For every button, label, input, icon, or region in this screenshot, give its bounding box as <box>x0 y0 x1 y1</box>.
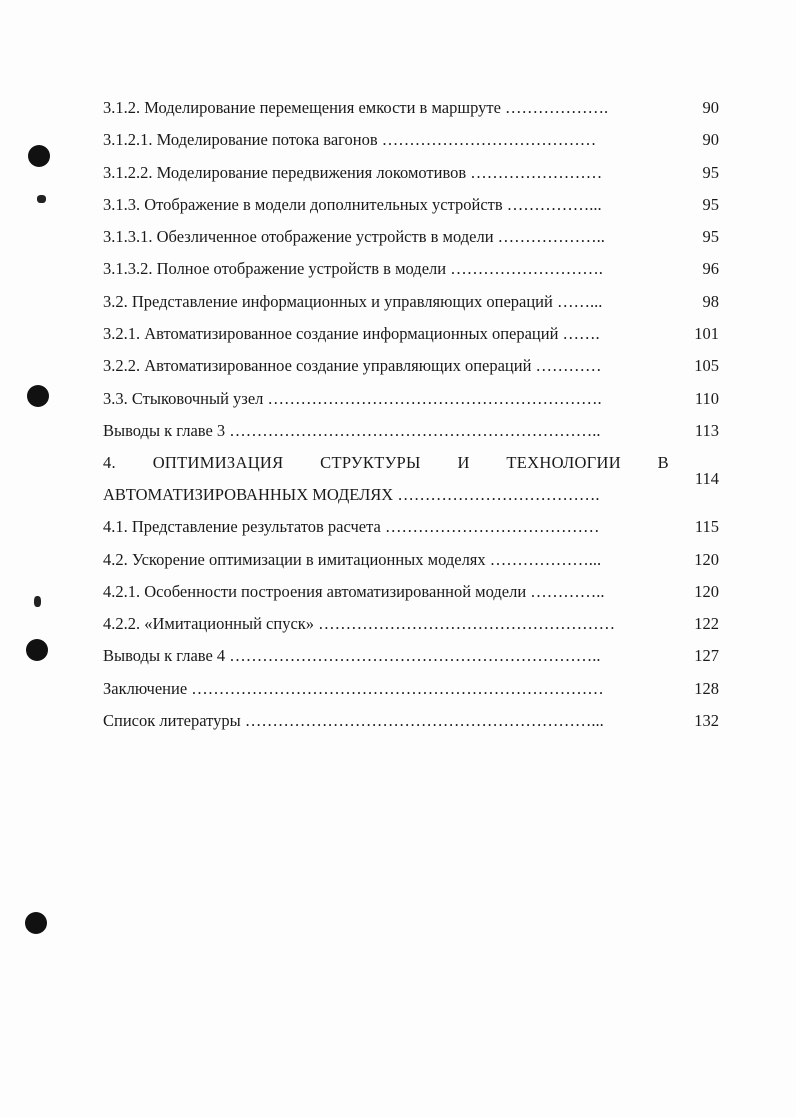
chapter-4-word: 4. <box>103 453 116 473</box>
toc-entry-page: 90 <box>702 98 719 117</box>
punch-hole-2 <box>27 385 49 407</box>
toc-entry[interactable] <box>103 608 723 640</box>
toc-chapter-4-entry[interactable] <box>103 447 723 511</box>
toc-entry[interactable] <box>103 511 723 543</box>
toc-entry-title: Заключение ………………………………………………………………… <box>103 678 604 698</box>
punch-hole-1 <box>28 145 50 167</box>
punch-hole-3 <box>26 639 48 661</box>
toc-entry-page: 127 <box>694 646 719 666</box>
toc-entry-title: 3.1.3.2. Полное отображение устройств в модели ………………………. <box>103 259 603 279</box>
toc-entry[interactable] <box>103 92 723 124</box>
toc-entry-page: 132 <box>694 711 719 731</box>
toc-entry-title: 3.1.2.2. Моделирование передвижения локомотивов …………………… <box>103 162 603 182</box>
toc-entry-page: 98 <box>702 291 719 311</box>
chapter-4-word: ТЕХНОЛОГИИ <box>506 453 621 473</box>
toc-entry[interactable] <box>103 576 723 608</box>
toc-entry[interactable] <box>103 673 723 705</box>
toc-entry[interactable] <box>103 640 723 672</box>
toc-entry-title: 4.2.1. Особенности построения автоматизированной модели ………….. <box>103 581 605 601</box>
toc-entry[interactable] <box>103 544 723 576</box>
toc-entry-page: 128 <box>694 678 719 698</box>
toc-entry-title: 3.3. Стыковочный узел ……………………………………………………. <box>103 388 602 408</box>
toc-entry[interactable] <box>103 286 723 318</box>
toc-entry[interactable] <box>103 415 723 447</box>
toc-entry-page: 96 <box>702 259 719 279</box>
toc-entry-title: Выводы к главе 3 ………………………………………………………….. <box>103 420 601 440</box>
chapter-4-word: В <box>657 453 669 473</box>
toc-entry[interactable] <box>103 157 723 189</box>
toc-entry[interactable] <box>103 189 723 221</box>
toc-entry-title: 3.1.3.1. Обезличенное отображение устройств в модели ……………….. <box>103 227 605 247</box>
chapter-4-title-line-2: АВТОМАТИЗИРОВАННЫХ МОДЕЛЯХ ………………………………. <box>103 485 600 505</box>
toc-entry-title: 3.1.3. Отображение в модели дополнительных устройств ……………... <box>103 194 602 214</box>
chapter-4-word: ОПТИМИЗАЦИЯ <box>152 453 284 473</box>
toc-entry-page: 114 <box>694 469 719 489</box>
toc-entry-page: 95 <box>702 162 719 182</box>
toc-entry-page: 115 <box>694 517 719 537</box>
toc-entry[interactable] <box>103 318 723 350</box>
toc-entry-page: 113 <box>694 420 719 440</box>
toc-entry-title: 3.1.2. Моделирование перемещения емкости в маршруте ………………. <box>103 98 609 117</box>
toc-entry-page: 90 <box>702 130 719 150</box>
punch-hole-4 <box>25 912 47 934</box>
toc-entry-title: 3.1.2.1. Моделирование потока вагонов ………………………………… <box>103 130 597 150</box>
toc-entry-title: 4.2. Ускорение оптимизации в имитационных моделях ………………... <box>103 549 602 569</box>
chapter-4-word: И <box>457 453 470 473</box>
toc-entry-title: Список литературы ………………………………………………………... <box>103 711 604 731</box>
toc-entry-page: 110 <box>694 388 719 408</box>
toc-entry-title: 3.2. Представление информационных и управляющих операций ……... <box>103 291 603 311</box>
chapter-4-title-line-1 <box>103 447 669 479</box>
toc-entry[interactable] <box>103 221 723 253</box>
toc-entry[interactable] <box>103 253 723 285</box>
toc-entry-page: 105 <box>694 356 719 376</box>
toc-entry-title: 3.2.2. Автоматизированное создание управляющих операций ………… <box>103 356 602 376</box>
toc-entry[interactable] <box>103 350 723 382</box>
toc-entry-page: 95 <box>702 194 719 214</box>
scan-speck-1 <box>37 195 46 203</box>
table-of-contents <box>103 92 723 737</box>
toc-entry-title: 4.2.2. «Имитационный спуск» ……………………………………………… <box>103 614 616 634</box>
toc-entry[interactable] <box>103 124 723 156</box>
chapter-4-word: СТРУКТУРЫ <box>320 453 421 473</box>
toc-entry-title: Выводы к главе 4 ………………………………………………………….. <box>103 646 601 666</box>
scan-speck-2 <box>34 596 41 607</box>
toc-entry-page: 120 <box>694 549 719 569</box>
toc-entry-title: 4.1. Представление результатов расчета ………………………………… <box>103 517 600 537</box>
toc-entry-page: 101 <box>694 324 719 344</box>
toc-entry-page: 120 <box>694 581 719 601</box>
toc-entry-page: 122 <box>694 614 719 634</box>
toc-entry[interactable] <box>103 705 723 737</box>
toc-entry-title: 3.2.1. Автоматизированное создание информационных операций ……. <box>103 324 600 344</box>
toc-entry[interactable] <box>103 383 723 415</box>
toc-entry-page: 95 <box>702 227 719 247</box>
